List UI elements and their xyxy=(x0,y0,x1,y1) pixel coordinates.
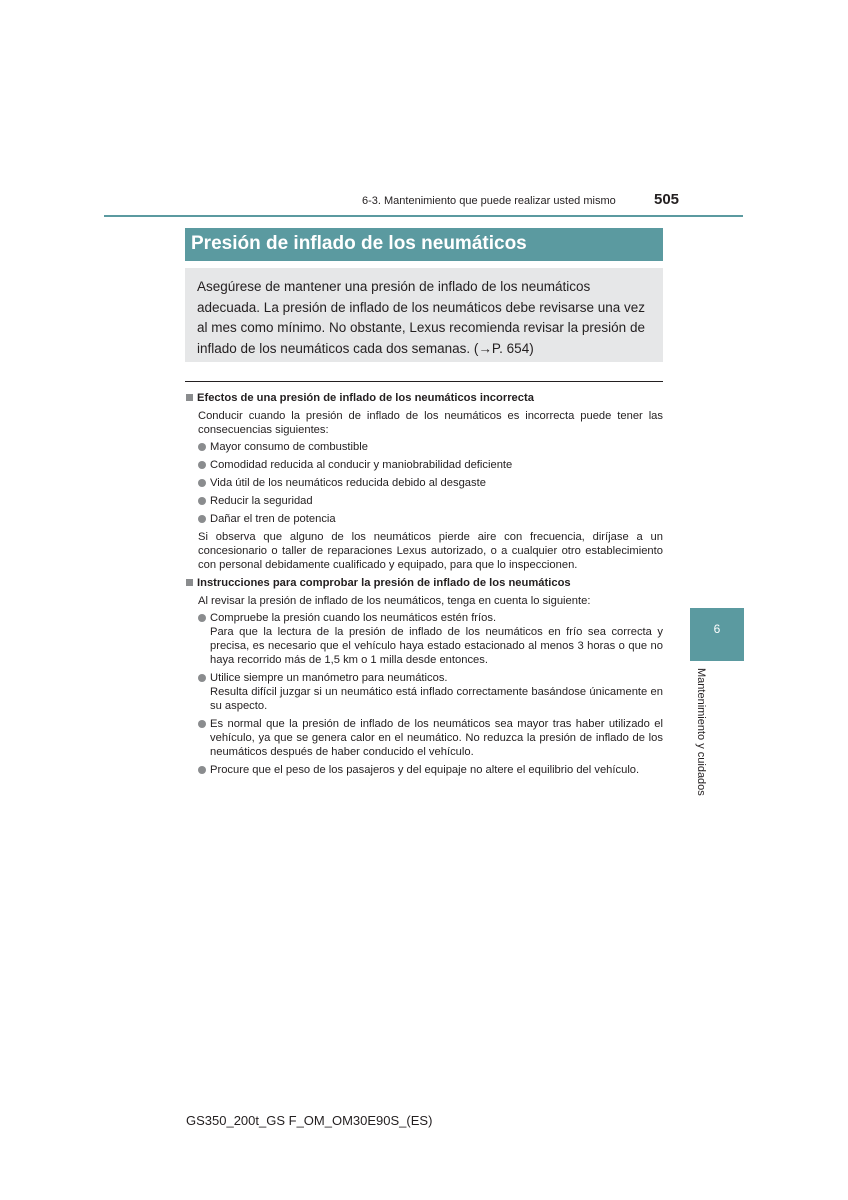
heading-text: Efectos de una presión de inflado de los neumáticos incorrecta xyxy=(197,392,534,404)
summary-text: Asegúrese de mantener una presión de inflado de los neumáticos adecuada. La presión de inflado de los neumáticos debe revisarse una vez al mes como mínimo. No obstante, Lexus recomienda revisar la presión de inflado de los neumáticos cada dos semanas. (→P. 654) xyxy=(197,279,646,356)
bullet-dot-icon xyxy=(198,720,206,728)
bullet-dot-icon xyxy=(198,674,206,682)
list-item xyxy=(186,763,663,777)
list-item-text: Comodidad reducida al conducir y maniobrabilidad deficiente xyxy=(210,459,513,471)
list-item xyxy=(186,440,663,454)
heading-text: Instrucciones para comprobar la presión de inflado de los neumáticos xyxy=(197,577,571,589)
chapter-number: 6 xyxy=(713,622,721,636)
list-item xyxy=(186,458,663,472)
bullet-dot-icon xyxy=(198,443,206,451)
list-item-main: Utilice siempre un manómetro para neumáticos. xyxy=(210,672,448,684)
header-divider xyxy=(104,215,743,217)
list-item xyxy=(186,611,663,667)
list-item-text: Mayor consumo de combustible xyxy=(210,441,368,453)
footer-code: GS350_200t_GS F_OM_OM30E90S_(ES) xyxy=(186,1113,433,1128)
list-item-detail: Resulta difícil juzgar si un neumático está inflado correctamente basándose únicamente en su aspecto. xyxy=(210,686,663,712)
list-item xyxy=(186,476,663,490)
list-item-detail: Para que la lectura de la presión de inflado de los neumáticos en frío sea correcta y precisa, es necesario que el vehículo haya estado estacionado al menos 3 horas o que no haya recorrido más de 1,5 km o 1 milla desde entonces. xyxy=(210,626,663,666)
page-title: Presión de inflado de los neumáticos xyxy=(185,228,663,261)
list-item-text: Procure que el peso de los pasajeros y del equipaje no altere el equilibrio del vehículo. xyxy=(210,764,640,776)
chapter-label: Mantenimiento y cuidados xyxy=(695,668,707,796)
square-bullet-icon xyxy=(186,579,193,586)
section-heading-effects xyxy=(186,391,663,405)
bullet-dot-icon xyxy=(198,614,206,622)
bullet-dot-icon xyxy=(198,766,206,774)
list-item-text: Es normal que la presión de inflado de los neumáticos sea mayor tras haber utilizado el vehículo, ya que se genera calor en el neumático. No reduzca la presión de inflado de los neumáticos después de haber conducido el vehículo. xyxy=(210,718,663,758)
section-title: 6-3. Mantenimiento que puede realizar usted mismo xyxy=(362,195,616,207)
list-item-text: Vida útil de los neumáticos reducida debido al desgaste xyxy=(210,477,486,489)
bullet-dot-icon xyxy=(198,479,206,487)
content xyxy=(186,387,663,781)
list-item-text: Reducir la seguridad xyxy=(210,495,313,507)
list-item xyxy=(186,494,663,508)
list-item xyxy=(186,671,663,713)
bullet-dot-icon xyxy=(198,515,206,523)
section-heading-instructions xyxy=(186,576,663,590)
list-item-main: Compruebe la presión cuando los neumáticos estén fríos. xyxy=(210,612,497,624)
bullet-dot-icon xyxy=(198,461,206,469)
list-item-text xyxy=(210,671,663,713)
list-item xyxy=(186,512,663,526)
chapter-tab xyxy=(690,608,744,661)
list-item-text: Dañar el tren de potencia xyxy=(210,513,336,525)
section-outro: Si observa que alguno de los neumáticos pierde aire con frecuencia, diríjase a un concesionario o taller de reparaciones Lexus autorizado, o a cualquier otro establecimiento con personal debidamente cualificado y equipado, para que lo inspeccionen. xyxy=(198,531,663,571)
section-intro: Conducir cuando la presión de inflado de los neumáticos es incorrecta puede tener las consecuencias siguientes: xyxy=(198,410,663,436)
section-divider xyxy=(185,381,663,382)
page-number: 505 xyxy=(654,191,680,208)
list-item xyxy=(186,717,663,759)
square-bullet-icon xyxy=(186,394,193,401)
summary-box xyxy=(185,268,663,362)
bullet-dot-icon xyxy=(198,497,206,505)
list-item-text xyxy=(210,611,663,667)
section-intro: Al revisar la presión de inflado de los neumáticos, tenga en cuenta lo siguiente: xyxy=(198,595,591,607)
